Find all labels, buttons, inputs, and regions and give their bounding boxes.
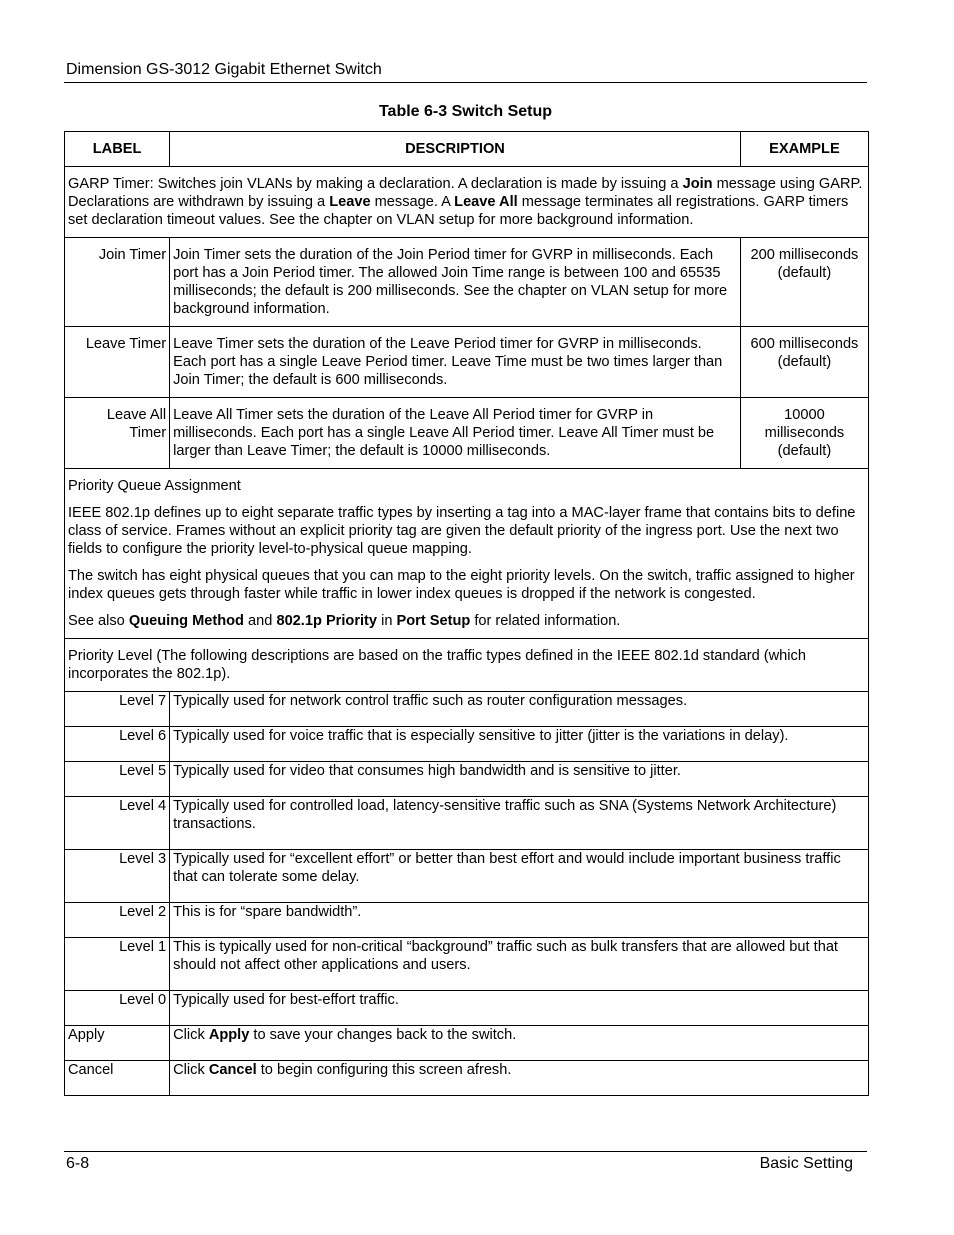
leave-all-timer-label: Leave All Timer bbox=[65, 398, 170, 469]
apply-row bbox=[65, 1026, 869, 1061]
level-description: Typically used for voice traffic that is especially sensitive to jitter (jitter is the variations in delay). bbox=[170, 727, 869, 762]
level-label: Level 7 bbox=[65, 692, 170, 727]
garp-row bbox=[65, 167, 869, 238]
priority-queue-paragraph: The switch has eight physical queues that you can map to the eight priority levels. On the switch, traffic assigned to higher index queues gets through faster while traffic in lower index queues is dropped if the network is congested. bbox=[68, 568, 855, 602]
priority-queue-see-also: See also Queuing Method and 802.1p Priority in Port Setup for related information. bbox=[68, 613, 621, 629]
table-row bbox=[65, 991, 869, 1026]
table-row bbox=[65, 692, 869, 727]
level-label: Level 4 bbox=[65, 797, 170, 850]
header-rule bbox=[64, 82, 867, 83]
table-row bbox=[65, 327, 869, 398]
cancel-description: Click Cancel to begin configuring this screen afresh. bbox=[170, 1061, 869, 1096]
column-header-label: LABEL bbox=[65, 132, 170, 167]
level-description: Typically used for network control traffic such as router configuration messages. bbox=[170, 692, 869, 727]
table-row bbox=[65, 398, 869, 469]
leave-all-timer-description: Leave All Timer sets the duration of the Leave All Period timer for GVRP in milliseconds. Each port has a single Leave All Period timer. Leave All Timer must be larger than Leave Timer; the default is 10000 milliseconds. bbox=[170, 398, 741, 469]
level-label: Level 0 bbox=[65, 991, 170, 1026]
join-timer-example: 200 milliseconds (default) bbox=[740, 238, 868, 327]
level-label: Level 3 bbox=[65, 850, 170, 903]
table-row bbox=[65, 903, 869, 938]
priority-queue-paragraph: IEEE 802.1p defines up to eight separate traffic types by inserting a tag into a MAC-layer frame that contains bits to define class of service. Frames without an explicit priority tag are given the default priority of the ingress port. Use the next two fields to configure the priority level-to-physical queue mapping. bbox=[68, 505, 856, 557]
join-timer-label: Join Timer bbox=[65, 238, 170, 327]
level-description: Typically used for video that consumes high bandwidth and is sensitive to jitter. bbox=[170, 762, 869, 797]
column-header-description: DESCRIPTION bbox=[170, 132, 741, 167]
priority-level-intro-row bbox=[65, 639, 869, 692]
level-label: Level 2 bbox=[65, 903, 170, 938]
garp-description: GARP Timer: Switches join VLANs by making a declaration. A declaration is made by issuing a Join message using GARP. Declarations are withdrawn by issuing a Leave message. A Leave All message terminates all registrations. GARP timers set declaration timeout values. See the chapter on VLAN setup for more background information. bbox=[65, 167, 869, 238]
apply-description: Click Apply to save your changes back to the switch. bbox=[170, 1026, 869, 1061]
level-description: This is typically used for non-critical “background” traffic such as bulk transfers that are allowed but that should not affect other applications and users. bbox=[170, 938, 869, 991]
table-row bbox=[65, 938, 869, 991]
level-label: Level 6 bbox=[65, 727, 170, 762]
level-description: This is for “spare bandwidth”. bbox=[170, 903, 869, 938]
level-description: Typically used for best-effort traffic. bbox=[170, 991, 869, 1026]
footer-rule bbox=[64, 1151, 867, 1152]
level-description: Typically used for “excellent effort” or better than best effort and would include important business traffic that can tolerate some delay. bbox=[170, 850, 869, 903]
priority-queue-section bbox=[65, 469, 869, 639]
table-row bbox=[65, 762, 869, 797]
page-number: 6-8 bbox=[66, 1155, 90, 1172]
apply-label: Apply bbox=[65, 1026, 170, 1061]
section-name: Basic Setting bbox=[759, 1155, 853, 1172]
leave-timer-label: Leave Timer bbox=[65, 327, 170, 398]
table-caption: Table 6-3 Switch Setup bbox=[378, 103, 553, 120]
switch-setup-table bbox=[64, 131, 869, 1096]
column-header-example: EXAMPLE bbox=[740, 132, 868, 167]
running-header: Dimension GS-3012 Gigabit Ethernet Switch bbox=[66, 61, 382, 78]
priority-queue-row bbox=[65, 469, 869, 639]
join-timer-description: Join Timer sets the duration of the Join Period timer for GVRP in milliseconds. Each port has a Join Period timer. The allowed Join Time range is between 100 and 65535 milliseconds; the default is 200 milliseconds. See the chapter on VLAN setup for more background information. bbox=[170, 238, 741, 327]
level-label: Level 1 bbox=[65, 938, 170, 991]
priority-queue-title: Priority Queue Assignment bbox=[68, 478, 241, 494]
leave-timer-example: 600 milliseconds (default) bbox=[740, 327, 868, 398]
table-row bbox=[65, 238, 869, 327]
leave-timer-description: Leave Timer sets the duration of the Leave Period timer for GVRP in milliseconds. Each port has a single Leave Period timer. Leave Time must be two times larger than Join Timer; the default is 600 milliseconds. bbox=[170, 327, 741, 398]
table-row bbox=[65, 727, 869, 762]
cancel-row bbox=[65, 1061, 869, 1096]
table-row bbox=[65, 850, 869, 903]
priority-level-intro: Priority Level (The following descriptions are based on the traffic types defined in the IEEE 802.1d standard (which incorporates the 802.1p). bbox=[65, 639, 869, 692]
table-row bbox=[65, 797, 869, 850]
level-description: Typically used for controlled load, latency-sensitive traffic such as SNA (Systems Network Architecture) transactions. bbox=[170, 797, 869, 850]
table-header-row bbox=[65, 132, 869, 167]
level-label: Level 5 bbox=[65, 762, 170, 797]
cancel-label: Cancel bbox=[65, 1061, 170, 1096]
leave-all-timer-example: 10000 milliseconds (default) bbox=[740, 398, 868, 469]
